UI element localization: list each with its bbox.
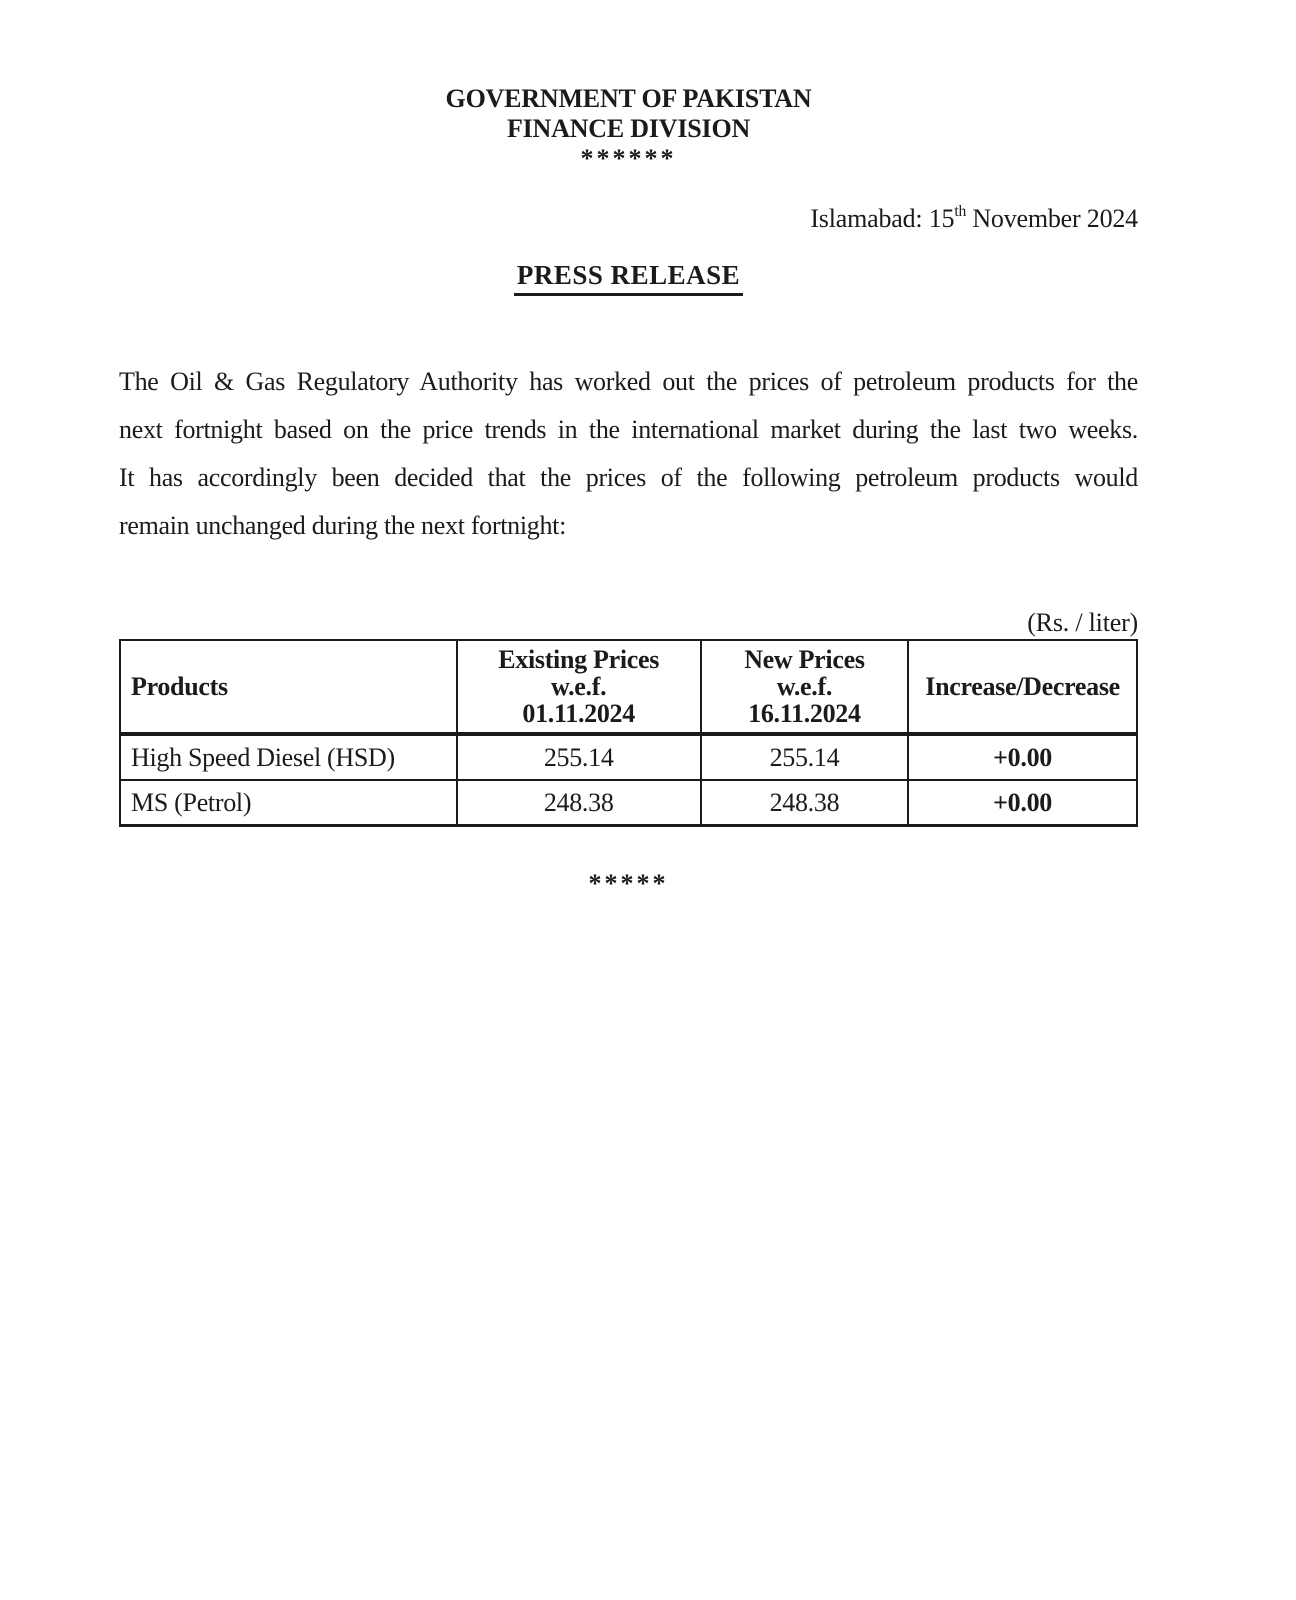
division-title: FINANCE DIVISION (506, 114, 751, 143)
paragraph-line: remain unchanged during the next fortnight: (119, 511, 567, 540)
col-header-existing-line1: Existing Prices (498, 645, 660, 674)
product-cell: High Speed Diesel (HSD) (120, 734, 457, 780)
heading-row (119, 260, 1138, 296)
dateline-ordinal-superscript: th (954, 202, 967, 220)
dateline-city-day: Islamabad: 15 (810, 204, 955, 233)
paragraph-line: next fortnight based on the price trends in the international market during the last two weeks. (119, 415, 1138, 444)
col-header-new-line3: 16.11.2024 (748, 699, 861, 728)
col-header-existing-prices (457, 640, 701, 734)
table-row-hsd (120, 734, 1137, 780)
change-cell: +0.00 (908, 734, 1137, 780)
col-header-new-line1: New Prices (744, 645, 865, 674)
new-price-cell: 248.38 (701, 780, 908, 826)
existing-price-cell: 248.38 (457, 780, 701, 826)
document-header (119, 84, 1138, 174)
table-row-petrol (120, 780, 1137, 826)
body-paragraph (119, 358, 1138, 550)
dateline-month-year: November 2024 (966, 204, 1138, 233)
unit-label: (Rs. / liter) (1027, 608, 1138, 637)
paragraph-line: It has accordingly been decided that the prices of the following petroleum products would (119, 463, 1138, 492)
paragraph-line: The Oil & Gas Regulatory Authority has worked out the prices of petroleum products for the (119, 367, 1138, 396)
col-header-existing-line3: 01.11.2024 (522, 699, 635, 728)
col-header-products: Products (120, 640, 457, 734)
table-header-row (120, 640, 1137, 734)
col-header-existing-line2: w.e.f. (551, 672, 607, 701)
col-header-new-line2: w.e.f. (776, 672, 833, 701)
product-cell: MS (Petrol) (120, 780, 457, 826)
header-separator-stars: ****** (580, 144, 677, 173)
existing-price-cell: 255.14 (457, 734, 701, 780)
press-release-heading: PRESS RELEASE (514, 260, 743, 296)
col-header-increase-decrease: Increase/Decrease (908, 640, 1137, 734)
change-cell: +0.00 (908, 780, 1137, 826)
col-header-new-prices (701, 640, 908, 734)
new-price-cell: 255.14 (701, 734, 908, 780)
government-title: GOVERNMENT OF PAKISTAN (445, 84, 812, 113)
prices-table (119, 639, 1138, 827)
footer-end-stars: ***** (588, 869, 669, 898)
dateline (119, 204, 1138, 234)
